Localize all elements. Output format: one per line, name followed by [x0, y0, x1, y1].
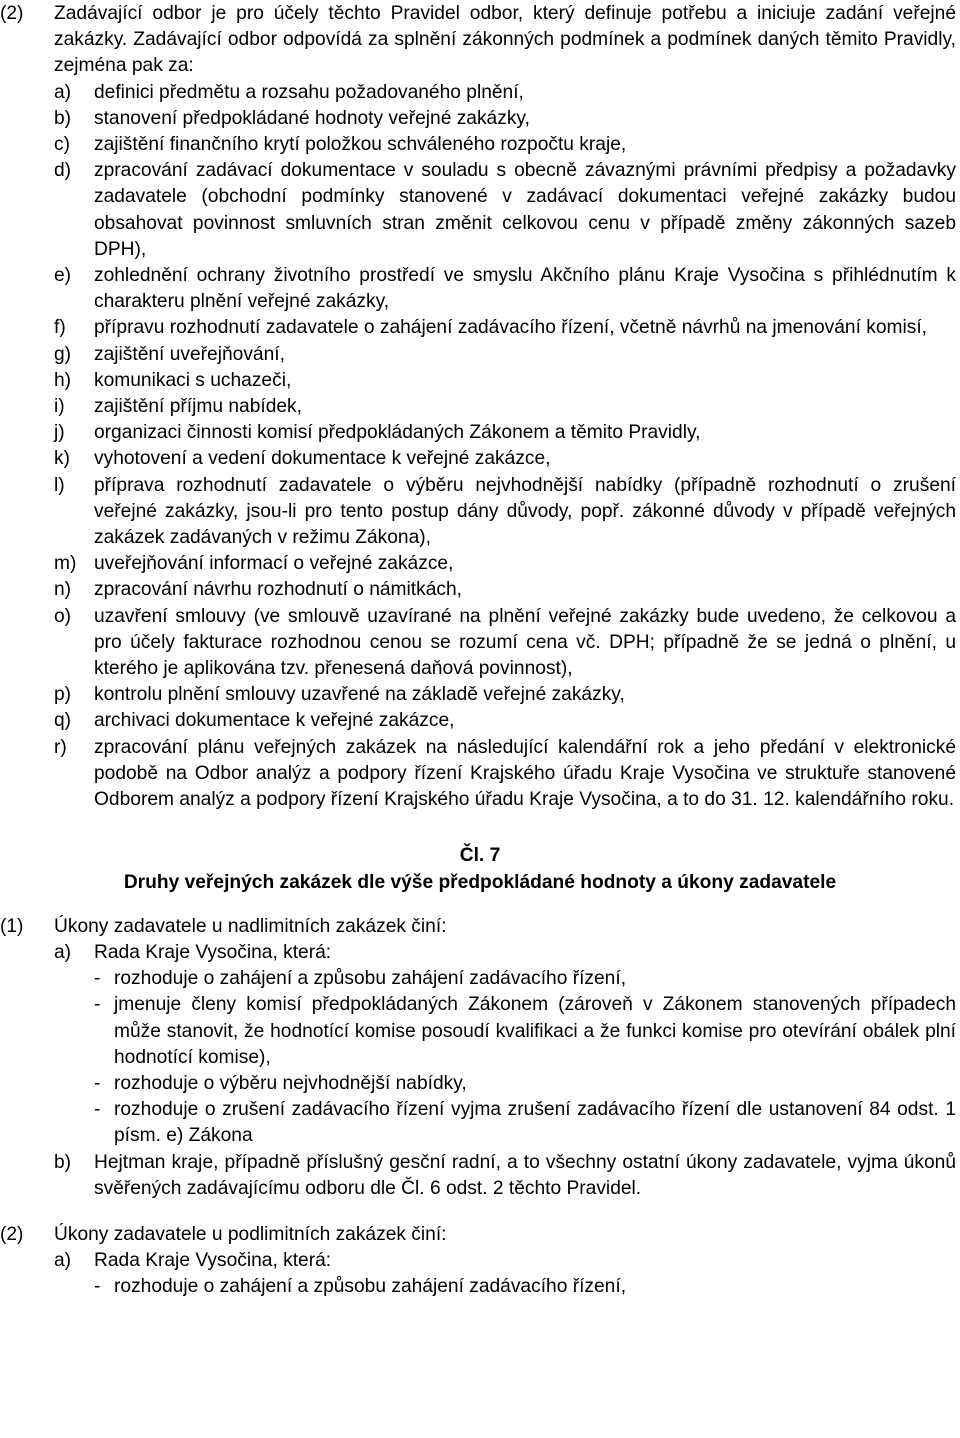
paragraph-text: Úkony zadavatele u podlimitních zakázek činí:: [54, 1223, 447, 1245]
paragraph-2: [0, 1, 960, 80]
item-text: vyhotovení a vedení dokumentace k veřejné zakázce,: [94, 448, 551, 470]
item-text: zpracování plánu veřejných zakázek na následující kalendářní rok a jeho předání v elektronické podobě na Odbor analýz a podpory řízení Krajského úřadu Kraje Vysočina ve struktuře stanovené Odborem analýz a podpory řízení Krajského úřadu Kraje Vysočina, a to do 31. 12. kalendářního roku.: [94, 736, 956, 811]
list-item: [0, 106, 960, 132]
list-item: [0, 368, 960, 394]
paragraph-number: (2): [0, 1223, 24, 1245]
list-item: [0, 132, 960, 158]
item-text: příprava rozhodnutí zadavatele o výběru nejvhodnější nabídky (případně rozhodnutí o zrušení veřejné zakázky, jsou-li pro tento postup dány důvody, popř. zákonné důvody v případě veřejných zakázek zadávaných v režimu Zákona),: [94, 474, 956, 549]
paragraph-2b: [0, 1222, 960, 1248]
item-label: a): [54, 81, 72, 103]
item-label: l): [54, 474, 65, 496]
paragraph-text: Zadávající odbor je pro účely těchto Pravidel odbor, který definuje potřebu a iniciuje zadání veřejné zakázky. Zadávající odbor odpovídá za splnění zákonných podmínek a podmínek daných těmito Pravidly, zejména pak za:: [54, 3, 956, 77]
paragraph-text: Úkony zadavatele u nadlimitních zakázek činí:: [54, 915, 447, 937]
item-text: zajištění příjmu nabídek,: [94, 396, 302, 418]
item-text: archivaci dokumentace k veřejné zakázce,: [94, 710, 455, 732]
item-text: zohlednění ochrany životního prostředí ve smyslu Akčního plánu Kraje Vysočina s přihlédnutím k charakteru plnění veřejné zakázky,: [94, 265, 956, 313]
item-text: zpracování zadávací dokumentace v souladu s obecně závaznými právními předpisy a požadavky zadavatele (obchodní podmínky stanovené v zadávací dokumentaci veřejné zakázky budou obsahovat povinnost smluvních stran změnit celkovou cenu v případě změny zákonných sazeb DPH),: [94, 160, 956, 260]
item-text: uzavření smlouvy (ve smlouvě uzavírané na plnění veřejné zakázky bude uvedeno, že celkovou a pro účely fakturace rozhodnou cenou se rozumí cena vč. DPH; případně že se jedná o plnění, u kterého je aplikována tzv. přenesená daňová povinnost),: [94, 605, 956, 680]
item-label: e): [54, 265, 72, 287]
dash-text: rozhoduje o zahájení a způsobu zahájení zadávacího řízení,: [114, 968, 627, 990]
item-text: komunikaci s uchazeči,: [94, 369, 292, 391]
item-text: stanovení předpokládané hodnoty veřejné zakázky,: [94, 107, 530, 129]
item-label: b): [54, 107, 72, 129]
dash-bullet: -: [94, 994, 101, 1016]
item-label: a): [54, 941, 72, 963]
item-label: f): [54, 317, 66, 339]
dash-item: [0, 1097, 960, 1149]
item-text: Rada Kraje Vysočina, která:: [94, 1250, 332, 1272]
item-text: zajištění uveřejňování,: [94, 343, 285, 365]
dash-bullet: -: [94, 1276, 101, 1298]
list-item: [0, 446, 960, 472]
list-item-b: [0, 1150, 960, 1202]
dash-bullet: -: [94, 1072, 101, 1094]
article-title: Druhy veřejných zakázek dle výše předpokládané hodnoty a úkony zadavatele: [123, 871, 837, 893]
list-item: [0, 315, 960, 341]
dash-text: rozhoduje o výběru nejvhodnější nabídky,: [114, 1072, 467, 1094]
item-text: Hejtman kraje, případně příslušný gesční radní, a to všechny ostatní úkony zadavatele, vyjma úkonů svěřených zadávajícímu odboru dle Čl. 6 odst. 2 těchto Pravidel.: [94, 1151, 956, 1199]
paragraph-number: (2): [0, 3, 24, 24]
item-text: definici předmětu a rozsahu požadovaného plnění,: [94, 81, 524, 103]
list-item: [0, 735, 960, 814]
item-label: k): [54, 448, 70, 470]
item-text: organizaci činnosti komisí předpokládaných Zákonem a těmito Pravidly,: [94, 422, 701, 444]
item-label: q): [54, 710, 72, 732]
dash-bullet: -: [94, 1099, 101, 1121]
item-label: r): [54, 736, 67, 758]
duties-list: [0, 80, 960, 814]
item-label: b): [54, 1151, 72, 1173]
item-label: p): [54, 684, 72, 706]
article-number: Čl. 7: [459, 845, 501, 867]
item-label: m): [54, 553, 77, 575]
dash-text: rozhoduje o zahájení a způsobu zahájení zadávacího řízení,: [114, 1276, 627, 1298]
dash-item: [0, 966, 960, 992]
list-item: [0, 80, 960, 106]
item-text: Rada Kraje Vysočina, která:: [94, 941, 332, 963]
list-item: [0, 158, 960, 263]
list-item: [0, 473, 960, 552]
list-item-a: [0, 1248, 960, 1274]
list-item: [0, 551, 960, 577]
item-label: a): [54, 1250, 72, 1272]
item-label: h): [54, 369, 72, 391]
item-label: n): [54, 579, 72, 601]
list-item-a: [0, 940, 960, 966]
item-text: uveřejňování informací o veřejné zakázce,: [94, 553, 454, 575]
dash-bullet: -: [94, 968, 101, 990]
item-text: přípravu rozhodnutí zadavatele o zahájení zadávacího řízení, včetně návrhů na jmenování komisí,: [94, 317, 928, 339]
paragraph-1: [0, 914, 960, 940]
list-item: [0, 682, 960, 708]
list-item: [0, 342, 960, 368]
list-item: [0, 420, 960, 446]
dash-item: [0, 992, 960, 1071]
list-item: [0, 577, 960, 603]
list-item: [0, 604, 960, 683]
list-item: [0, 263, 960, 315]
item-text: zpracování návrhu rozhodnutí o námitkách,: [94, 579, 462, 601]
dash-text: rozhoduje o zrušení zadávacího řízení vyjma zrušení zadávacího řízení dle ustanovení 84 odst. 1 písm. e) Zákona: [114, 1099, 956, 1147]
item-label: i): [54, 396, 65, 418]
dash-item: [0, 1071, 960, 1097]
item-label: d): [54, 160, 72, 182]
item-label: g): [54, 343, 72, 365]
list-item: [0, 394, 960, 420]
item-label: o): [54, 605, 72, 627]
paragraph-number: (1): [0, 915, 24, 937]
item-label: c): [54, 134, 70, 156]
dash-text: jmenuje členy komisí předpokládaných Zákonem (zároveň v Zákonem stanovených případech může stanovit, že hodnotící komise posoudí kvalifikaci a že funkci komise pro otevírání obálek plní hodnotící komise),: [114, 994, 956, 1068]
item-text: zajištění finančního krytí položkou schváleného rozpočtu kraje,: [94, 134, 627, 156]
item-text: kontrolu plnění smlouvy uzavřené na základě veřejné zakázky,: [94, 684, 625, 706]
item-label: j): [54, 422, 65, 444]
list-item: [0, 708, 960, 734]
dash-item: [0, 1274, 960, 1300]
